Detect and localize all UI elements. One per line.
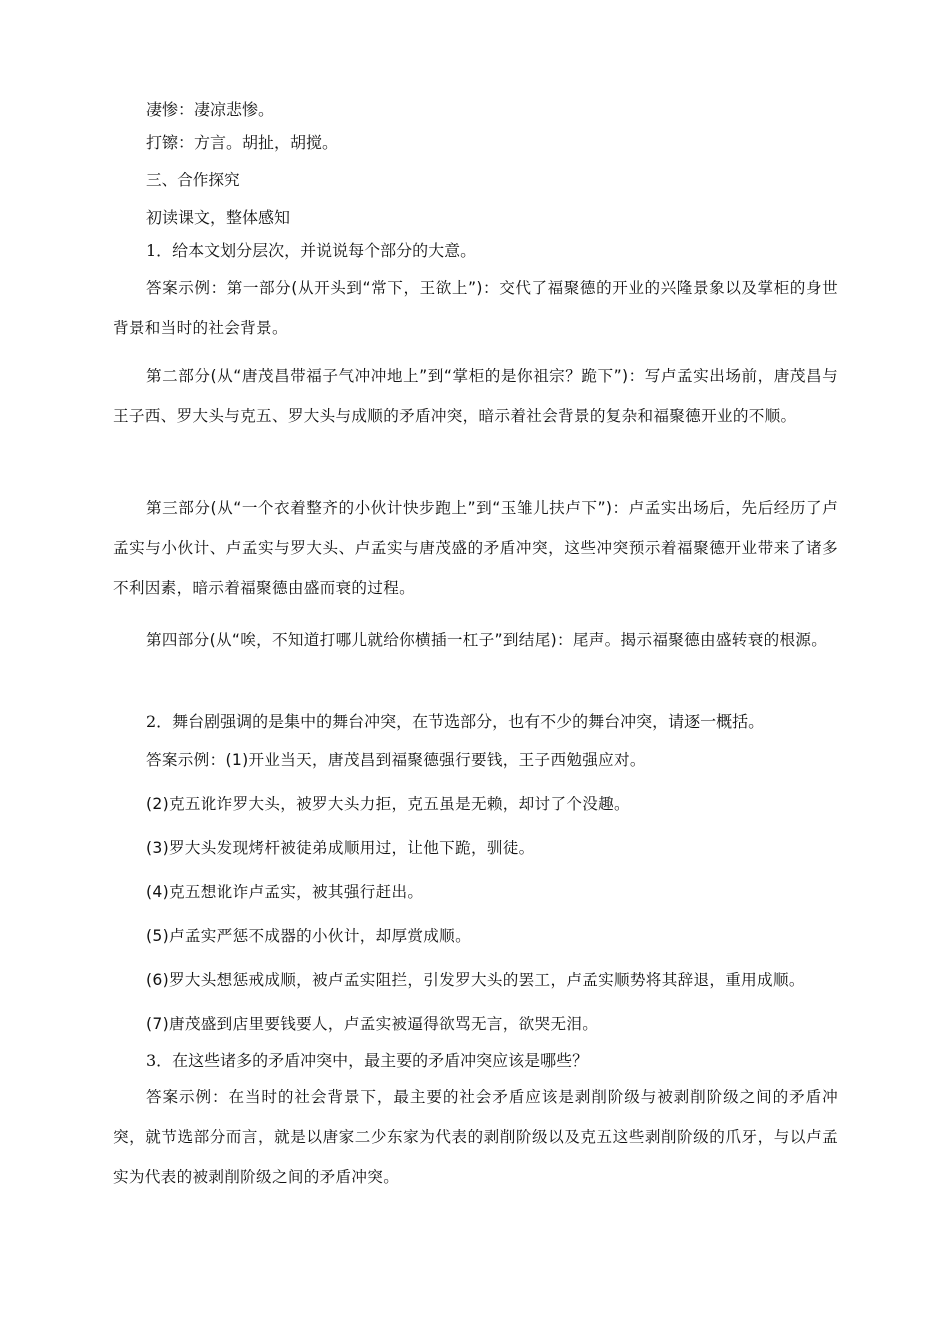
answer-2-item-4: (4)克五想讹诈卢孟实，被其强行赶出。 xyxy=(146,883,424,901)
answer-2-item-7: (7)唐茂盛到店里要钱要人，卢孟实被逼得欲骂无言，欲哭无泪。 xyxy=(146,1015,599,1033)
answer-3: 答案示例：在当时的社会背景下，最主要的社会矛盾应该是剥削阶级与被剥削阶级之间的矛盾冲突，就节选部分而言，就是以唐家二少东家为代表的剥削阶级以及克五这些剥削阶级的爪牙，与以卢孟实为代表的被剥削阶级之间的矛盾冲突。 xyxy=(113,1088,838,1186)
question-3: 3．在这些诸多的矛盾冲突中，最主要的矛盾冲突应该是哪些？ xyxy=(146,1051,589,1070)
answer-1-part-1: 答案示例：第一部分(从开头到“常下，王欲上”)：交代了福聚德的开业的兴隆景象以及掌柜的身世背景和当时的社会背景。 xyxy=(113,279,838,337)
answer-2-item-1: 答案示例：(1)开业当天，唐茂昌到福聚德强行要钱，王子西勉强应对。 xyxy=(146,751,646,769)
answer-2-item-6: (6)罗大头想惩戒成顺，被卢孟实阻拦，引发罗大头的罢工，卢孟实顺势将其辞退，重用成顺。 xyxy=(146,971,805,989)
question-1: 1．给本文划分层次，并说说每个部分的大意。 xyxy=(146,241,477,260)
answer-1-part-4: 第四部分(从“唉，不知道打哪儿就给你横插一杠子”到结尾)：尾声。揭示福聚德由盛转衰的根源。 xyxy=(146,631,828,649)
section-title: 三、合作探究 xyxy=(146,171,240,189)
answer-2-item-3: (3)罗大头发现烤杆被徒弟成顺用过，让他下跪，驯徒。 xyxy=(146,839,535,857)
answer-1-part-3: 第三部分(从“一个衣着整齐的小伙计快步跑上”到“玉雏儿扶卢下”)：卢孟实出场后，先后经历了卢孟实与小伙计、卢孟实与罗大头、卢孟实与唐茂盛的矛盾冲突，这些冲突预示着福聚德开业带来了诸多不利因素，暗示着福聚德由盛而衰的过程。 xyxy=(113,499,838,597)
vocab-item-dacha: 打镲：方言。胡扯，胡搅。 xyxy=(146,133,339,152)
vocab-item-qican: 凄惨：凄凉悲惨。 xyxy=(146,100,275,119)
answer-1-part-2: 第二部分(从“唐茂昌带福子气冲冲地上”到“掌柜的是你祖宗？跪下”)：写卢孟实出场前，唐茂昌与王子西、罗大头与克五、罗大头与成顺的矛盾冲突，暗示着社会背景的复杂和福聚德开业的不顺。 xyxy=(113,367,838,425)
answer-2-item-5: (5)卢孟实严惩不成器的小伙计，却厚赏成顺。 xyxy=(146,927,471,945)
question-2: 2．舞台剧强调的是集中的舞台冲突，在节选部分，也有不少的舞台冲突，请逐一概括。 xyxy=(146,712,765,731)
answer-2-item-2: (2)克五讹诈罗大头，被罗大头力拒，克五虽是无赖，却讨了个没趣。 xyxy=(146,795,630,813)
subsection-title: 初读课文，整体感知 xyxy=(146,208,291,227)
